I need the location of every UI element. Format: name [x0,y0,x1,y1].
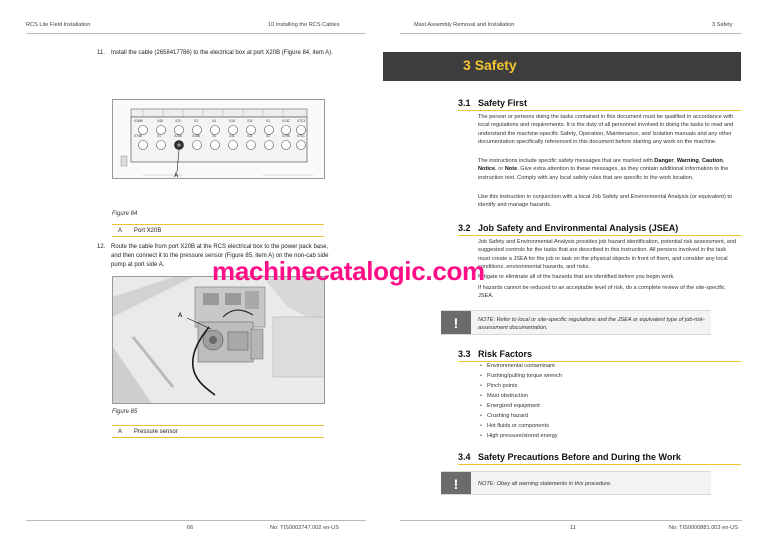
port-label: X4 [212,119,216,123]
port-label: X3 [194,119,198,123]
section-3-2-paragraph-3: If hazards cannot be reduced to an acceptable level of risk, do a complete review of the site-specific JSEA. [478,285,725,300]
port-label: X21 [247,134,253,138]
port-label: X1 [157,134,161,138]
note-text: NOTE: Obey all warning statements in this procedure. [478,481,612,487]
pump-illustration [113,277,325,404]
list-item: • Pinch points [480,381,562,391]
notice-icon: ! [441,311,471,334]
section-3-1-number: 3.1 [458,98,471,108]
header-right-doc-title: Mast Assembly Removal and Installation [414,22,515,28]
port-label: X70B [282,134,290,138]
note-box-jsea [441,310,711,335]
section-3-2-paragraph-2: Mitigate or eliminate all of the hazards that are identified before you begin work. [478,274,675,280]
list-item: • Hot fluids or components [480,421,562,431]
step-11 [97,49,336,58]
legend-key: A [118,228,123,234]
section-3-4-title: Safety Precautions Before and During the Work [478,452,681,462]
chapter-banner [383,52,741,81]
keyword-warning: Warning [676,158,699,164]
section-3-2-title: Job Safety and Environmental Analysis (JSEA) [478,223,679,233]
port-label: X13C [282,119,290,123]
list-item: • Energized equipment [480,401,562,411]
keyword-danger: Danger [654,158,674,164]
keyword-note: Note [504,166,518,173]
section-rule [458,235,741,236]
port-label: X31 [229,134,235,138]
figure-84-legend [112,224,324,237]
port-label: X11 [247,119,253,123]
port-label: X4 [212,134,216,138]
figure-84-electrical-box [112,99,325,179]
step-12-number: 12. [97,244,106,250]
port-label: X1 [266,119,270,123]
para-text: . Give extra attention to these messages, as they contain additional information to the instruction text. Comply with any local safety rules that are specific to the work location. [478,166,729,181]
port-label: X7C3 [297,119,305,123]
port-label: X1MN [134,119,143,123]
section-3-3-number: 3.3 [458,349,471,359]
left-document-number: No: TIS0002747.002 en-US [270,525,339,531]
port-label: X20B [174,134,182,138]
port-label: X20 [175,119,181,123]
section-3-2-paragraph-1: Job Safety and Environmental Analysis provides job hazard identification, potential risk assessment, and suggested controls for the tasks that are described in this instruction. All persons involved in the task must create a JSEA for the job or task on the physical objects in front of them, and consider any local conditions, environmental hazards, and risks. [478,239,737,271]
section-3-1-paragraph-2: The instructions include specific safety messages that are marked with Danger, Warning, Caution, Notice, or Note. Give extra attention to these messages, as they contain additional information to the instruction text. Comply with any local safety rules that are specific to the work location. [478,158,729,181]
header-right-chapter: 3 Safety [712,22,733,28]
port-label: X15 [229,119,235,123]
list-item: • High pressure/stored energy [480,431,562,441]
section-3-1-title: Safety First [478,98,528,108]
note-text: NOTE: Refer to local or site-specific regulations and the JSEA or equivalent type of job-risk-assessment documentation. [478,317,705,332]
callout-a: A [178,313,183,319]
section-3-3-title: Risk Factors [478,349,533,359]
header-rule-left [26,33,366,34]
header-rule-right [400,33,742,34]
footer-rule-left [26,520,366,521]
note-box-warnings [441,471,711,495]
notice-icon: ! [441,472,471,494]
step-11-text: Install the cable (2658417786) to the electrical box at port X20B (Figure 84, item A). [111,50,333,56]
electrical-box-illustration [113,100,325,179]
footer-rule-right [400,520,742,521]
port-label: X2 [266,134,270,138]
step-11-number: 11. [97,50,105,56]
section-3-1-paragraph-3: Use this instruction in conjunction with a local Job Safety and Environmental Analysis (or equivalent) to identify and manage hazards. [478,194,733,209]
risk-factors-list [480,361,562,441]
list-item: • Mast obstruction [480,391,562,401]
keyword-notice: Notice [478,166,496,173]
section-3-2-number: 3.2 [458,223,471,233]
port-label: X45 [157,119,163,123]
chapter-title [463,57,517,73]
right-document-number: No: TIS0000881.003 en-US [669,525,738,531]
list-item: • Crushing hazard [480,411,562,421]
legend-key: A [118,429,123,435]
section-3-4-number: 3.4 [458,452,471,462]
header-left-chapter: 10 Installing the RCS Cables [268,22,340,28]
legend-value: Pressure sensor [134,429,178,435]
port-label: X71C [297,134,305,138]
step-12-text: Route the cable from port X20B at the RCS electrical box to the power pack base, and then connect it to the pressure sensor (Figure 85, item A) on the non-cab side pump at port side A. [111,244,329,268]
keyword-caution: Caution [701,158,723,164]
right-page-number: 11 [570,525,576,531]
list-item: • Environmental contaminant [480,361,562,371]
figure-85-legend [112,425,324,438]
header-left-doc-title: RCS Lite Field Installation [26,22,91,28]
port-label: X74B [134,134,142,138]
figure-85-caption: Figure 85 [112,409,138,415]
chapter-name: Safety [474,57,517,73]
port-label: X10B [192,134,200,138]
watermark: machinecatalogic.com [212,256,485,286]
section-rule [458,110,741,111]
chapter-number: 3 [463,57,471,73]
left-page-number: 66 [187,525,194,531]
figure-84-caption: Figure 84 [112,211,138,217]
legend-value: Port X20B [134,228,162,234]
figure-85-pump-photo [112,276,325,404]
section-3-1-paragraph-1: The person or persons doing the tasks contained in this document must be qualified in accordance with local regulations and requirements. It is the duty of all personnel involved in doing the tasks to read and understand the machine-specific Safety, Operation, Maintenance, and Isolation manuals and any other documentation specifically referenced in this document before starting any work on the machine. [478,114,734,146]
section-rule [458,464,741,465]
callout-a: A [174,173,179,179]
para-text: The instructions include specific safety messages that are marked with [478,158,655,164]
list-item: • Pushing/pulling torque wrench [480,371,562,381]
